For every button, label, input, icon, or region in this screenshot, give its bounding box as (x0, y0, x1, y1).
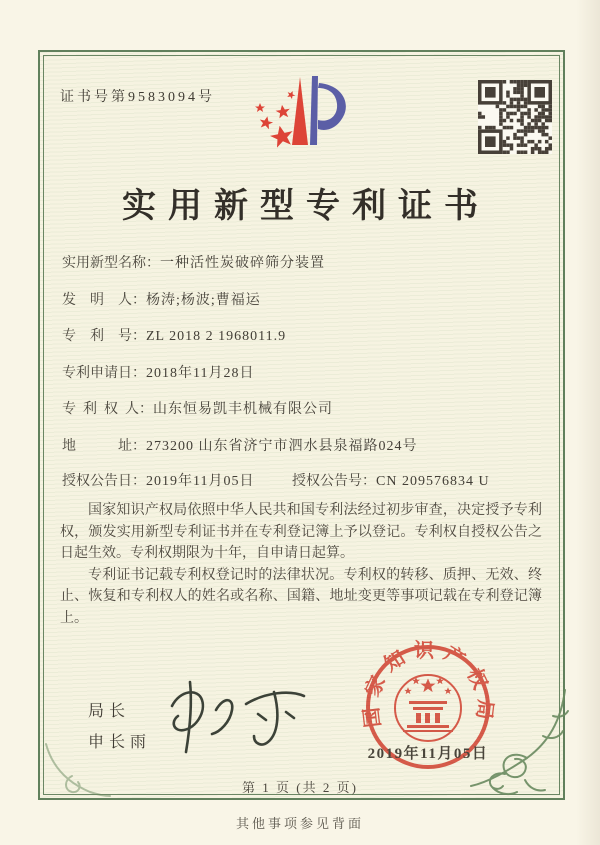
field-value: ZL 2018 2 1968011.9 (146, 329, 287, 345)
field-value: 山东恒易凯丰机械有限公司 (153, 402, 333, 418)
field-row-address (62, 435, 418, 472)
certificate-fields (62, 252, 418, 472)
grant-date-value: 2019年11月05日 (146, 474, 255, 489)
grant-number-label: 授权公告号： (292, 474, 376, 489)
field-label: 专 利 权 人： (62, 402, 153, 418)
grant-number-value: CN 209576834 U (376, 474, 490, 489)
page-number: 第 1 页 (共 2 页) (242, 780, 358, 795)
field-value: 一种活性炭破碎筛分装置 (160, 256, 325, 271)
field-row-filing-date (62, 362, 418, 399)
field-row-patent-number (62, 325, 418, 362)
director-title: 局长 (88, 703, 131, 720)
field-label: 专利申请日： (62, 365, 146, 381)
legal-paragraph-1: 国家知识产权局依照中华人民共和国专利法经过初步审查，决定授予专利权，颁发实用新型专利证书并在专利登记簿上予以登记。专利权自授权公告之日起生效。专利权期限为十年，自申请日起算。 (60, 503, 542, 561)
page-title: 实用新型专利证书 (122, 188, 490, 225)
cnipa-logo-icon (237, 72, 367, 173)
field-value: 杨涛;杨波;曹福运 (146, 292, 261, 308)
grant-row (62, 470, 490, 490)
seal-ring-text: 国家知识产权局 (359, 639, 497, 729)
grant-number (292, 470, 490, 490)
legal-paragraph-2: 专利证书记载专利权登记时的法律状况。专利权的转移、质押、无效、终止、恢复和专利权人的姓名或名称、国籍、地址变更等事项记载在专利登记簿上。 (60, 567, 542, 626)
field-label: 发 明 人： (62, 292, 146, 308)
grant-date-label: 授权公告日： (62, 474, 146, 489)
national-emblem-icon (395, 675, 461, 741)
back-side-note: 其他事项参见背面 (235, 816, 364, 831)
field-value: 2018年11月28日 (146, 365, 255, 381)
field-value: 273200 山东省济宁市泗水县泉福路024号 (146, 438, 418, 454)
director-name: 申长雨 (88, 734, 152, 751)
certificate-number: 证书号第9583094号 (60, 90, 215, 105)
field-label: 地 址： (62, 438, 146, 454)
field-row-patentee (62, 398, 418, 435)
qr-code (478, 80, 552, 159)
grant-date (62, 474, 254, 489)
director-handwritten-signature-icon (150, 676, 328, 767)
field-label: 实用新型名称： (62, 256, 160, 271)
legal-text (60, 500, 542, 629)
seal-date: 2019年11月05日 (367, 746, 489, 762)
field-row-utility-model-name (62, 252, 418, 289)
field-row-inventors (62, 289, 418, 326)
field-label: 专 利 号： (62, 329, 146, 345)
